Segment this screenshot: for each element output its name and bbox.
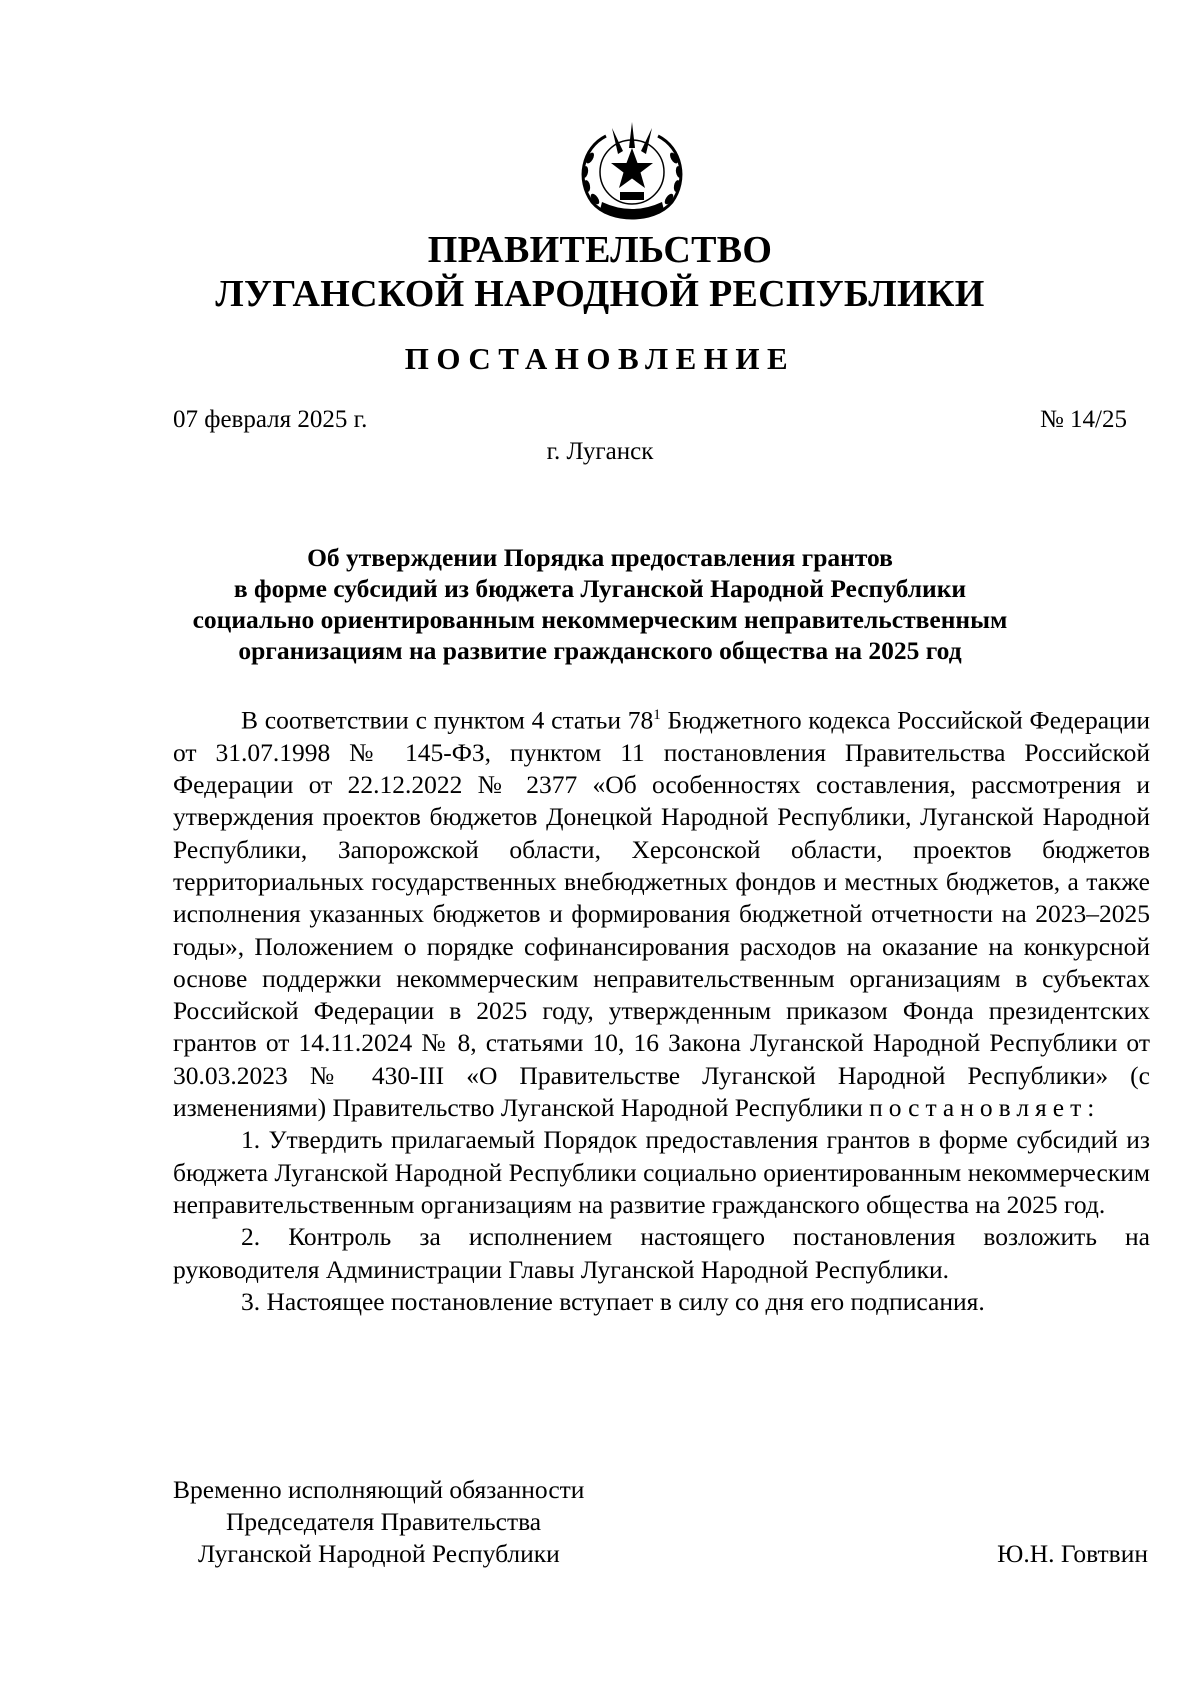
subject-line: социально ориентированным некоммерческим неправительственным [192, 605, 1008, 634]
article-superscript: 1 [653, 707, 661, 723]
government-title-line1: ПРАВИТЕЛЬСТВО [427, 229, 773, 271]
preamble-text: В соответствии с пунктом 4 статьи 78 [241, 705, 654, 735]
decree-item-3: 3. Настоящее постановление вступает в силу со дня его подписания. [241, 1286, 985, 1316]
document-date: 07 февраля 2025 г. [173, 406, 368, 433]
document-city: г. Луганск [546, 438, 654, 465]
document-type: ПОСТАНОВЛЕНИЕ [404, 341, 796, 376]
document-subject [150, 542, 1050, 666]
decree-word: постановляет: [869, 1093, 1101, 1123]
document-number: № 14/25 [1039, 406, 1127, 433]
decree-item-2: 2. Контроль за исполнением настоящего постановления возложить на руководителя Администрации Главы Луганской Народной Республики. [173, 1222, 1150, 1284]
signatory-position-line3: Луганской Народной Республики [198, 1539, 560, 1568]
subject-line: в форме субсидий из бюджета Луганской Народной Республики [233, 574, 967, 603]
signatory-name: Ю.Н. Говтвин [997, 1539, 1148, 1568]
document-body [173, 699, 1150, 1318]
government-title-line2: ЛУГАНСКОЙ НАРОДНОЙ РЕСПУБЛИКИ [215, 273, 985, 315]
coat-of-arms-icon [568, 118, 696, 222]
signatory-position-line1: Временно исполняющий обязанности [173, 1475, 585, 1504]
preamble-text-continued: Бюджетного кодекса Российской Федерации от 31.07.1998 № 145-ФЗ, пунктом 11 постановления Правительства Российской Федерации от 22.12.2022 № 2377 «Об особенностях составления, рассмотрения и утверждения проектов бюджетов Донецкой Народной Республики, Луганской Народной Республики, Запорожской области, Херсонской области, проектов бюджетов территориальных государственных внебюджетных фондов и местных бюджетов, а также исполнения указанных бюджетов и формирования бюджетной отчетности на 2023–2025 годы», Положением о порядке софинансирования расходов на оказание на конкурсной основе поддержки некоммерческим неправительственным организациям в субъектах Российской Федерации в 2025 году, утвержденным приказом Фонда президентских грантов от 14.11.2024 № 8, статьями 10, 16 Закона Луганской Народной Республики от 30.03.2023 № 430-III «О Правительстве Луганской Народной Республики» (с изменениями) Правительство Луганской Народной Республики [173, 705, 1150, 1123]
subject-line: организациям на развитие гражданского общества на 2025 год [238, 636, 962, 665]
preamble-paragraph [173, 699, 1150, 1124]
signatory-position-line2: Председателя Правительства [226, 1507, 542, 1536]
subject-line: Об утверждении Порядка предоставления грантов [307, 543, 893, 572]
decree-item-1: 1. Утвердить прилагаемый Порядок предоставления грантов в форме субсидий из бюджета Луганской Народной Республики социально ориентированным некоммерческим неправительственным организациям на развитие гражданского общества на 2025 год. [173, 1125, 1150, 1219]
